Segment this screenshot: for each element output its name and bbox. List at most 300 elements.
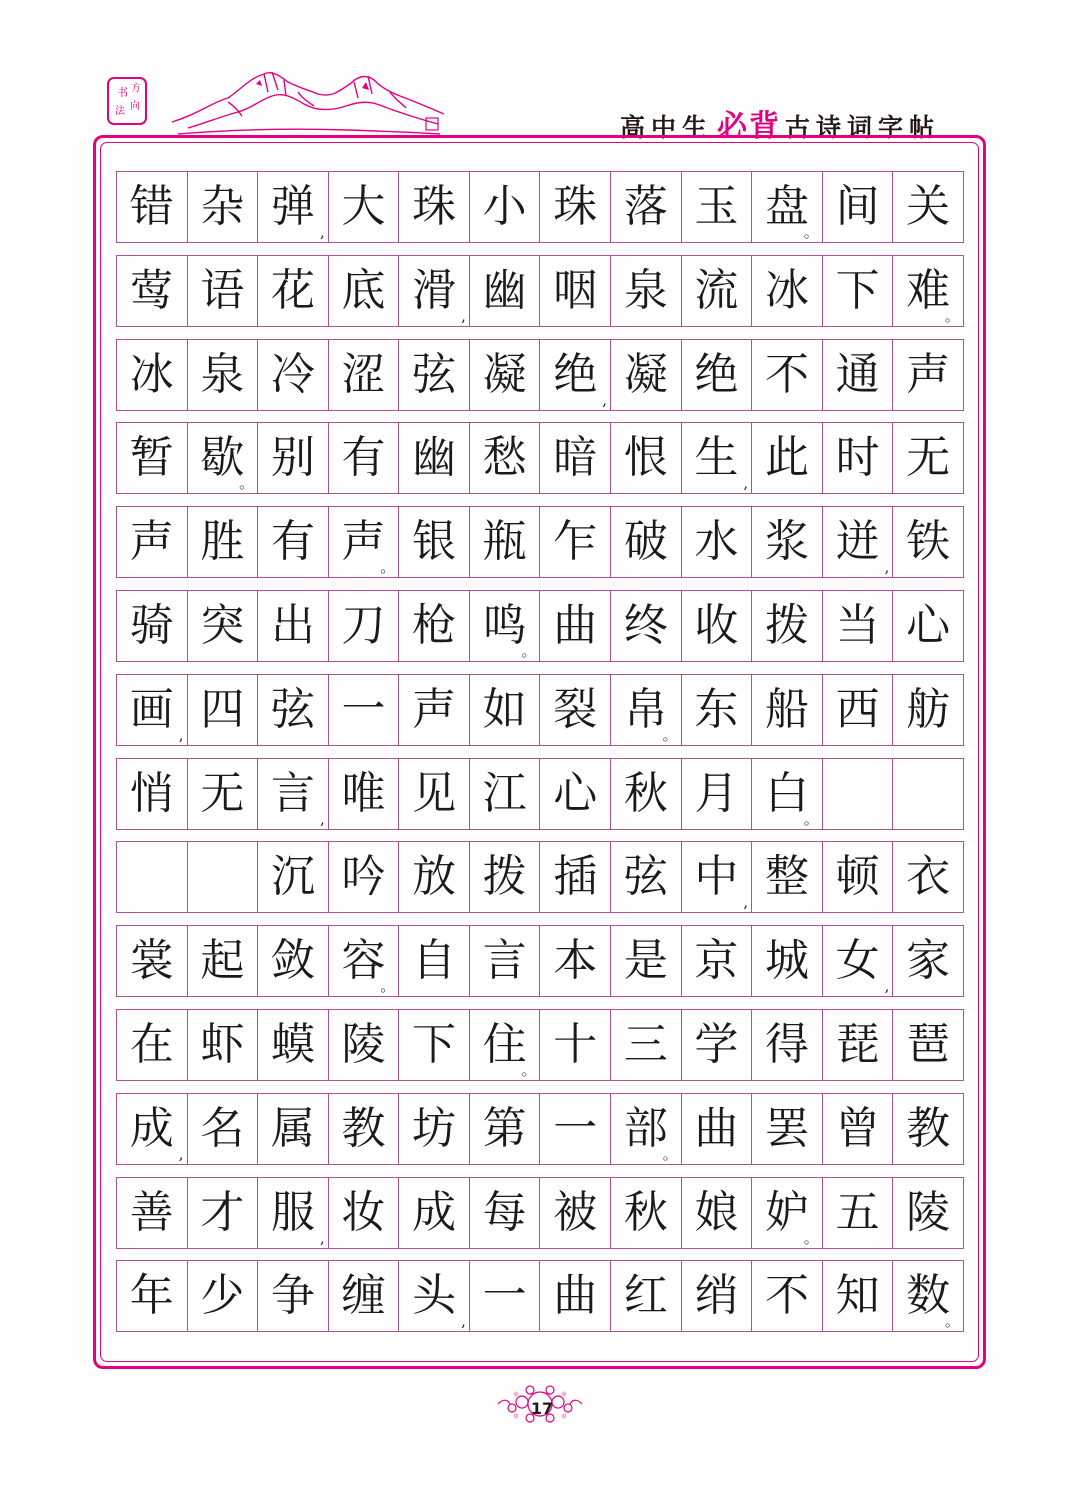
- grid-cell: [823, 507, 894, 577]
- grid-cell: [752, 926, 823, 996]
- grid-cell: [399, 172, 470, 242]
- grid-row: [116, 171, 964, 243]
- character: 争: [270, 1270, 315, 1321]
- character: 陵: [341, 1019, 386, 1070]
- grid-cell: [611, 423, 682, 493]
- character: 乍: [553, 516, 598, 567]
- character: 刀: [341, 600, 386, 651]
- character: 才: [200, 1187, 245, 1238]
- character: 泉: [200, 349, 245, 400]
- punctuation-mark: ,: [319, 223, 325, 241]
- grid-cell: [258, 1094, 329, 1164]
- character: 成: [412, 1187, 457, 1238]
- punctuation-mark: 。: [380, 558, 396, 576]
- punctuation-mark: 。: [239, 474, 255, 492]
- character: 暗: [553, 432, 598, 483]
- character: 声: [412, 684, 457, 735]
- grid-cell: [540, 1010, 611, 1080]
- grid-cell: [682, 172, 753, 242]
- character: 无: [906, 432, 951, 483]
- grid-cell: [540, 1094, 611, 1164]
- character: 言: [270, 768, 315, 819]
- grid-cell: [329, 1094, 400, 1164]
- character: 娘: [694, 1187, 739, 1238]
- character: 曾: [835, 1103, 880, 1154]
- character: 部: [623, 1103, 668, 1154]
- grid-cell: [823, 340, 894, 410]
- character: 语: [200, 265, 245, 316]
- grid-row: [116, 255, 964, 327]
- punctuation-mark: ,: [884, 977, 890, 995]
- grid-cell: [682, 1094, 753, 1164]
- grid-cell: [893, 256, 963, 326]
- punctuation-mark: ,: [461, 307, 466, 325]
- character: 红: [623, 1270, 668, 1321]
- grid-cell: [117, 423, 188, 493]
- character: 瓶: [482, 516, 527, 567]
- character: 秋: [623, 1187, 668, 1238]
- character: 罢: [764, 1103, 809, 1154]
- grid-cell: [188, 256, 259, 326]
- character: 善: [129, 1187, 174, 1238]
- grid-cell: [258, 926, 329, 996]
- punctuation-mark: ,: [461, 1312, 466, 1330]
- character: 大: [341, 181, 386, 232]
- character: 绡: [694, 1270, 739, 1321]
- character: 五: [835, 1187, 880, 1238]
- character: 曲: [553, 600, 598, 651]
- character: 骑: [129, 600, 174, 651]
- character: 裳: [129, 935, 174, 986]
- character: 帛: [623, 684, 668, 735]
- character: 终: [623, 600, 668, 651]
- grid-cell: [611, 759, 682, 829]
- grid-cell: [258, 507, 329, 577]
- grid-cell: [329, 340, 400, 410]
- character: 一: [482, 1270, 527, 1321]
- punctuation-mark: ,: [884, 558, 890, 576]
- grid-cell: [611, 1261, 682, 1331]
- character: 弦: [623, 851, 668, 902]
- punctuation-mark: 。: [662, 726, 678, 744]
- character: 拨: [764, 600, 809, 651]
- punctuation-mark: ,: [319, 810, 325, 828]
- character: 通: [835, 349, 880, 400]
- character: 冰: [129, 349, 174, 400]
- character: 盘: [764, 181, 809, 232]
- character: 冰: [764, 265, 809, 316]
- character: 画: [129, 684, 174, 735]
- grid-cell: [117, 256, 188, 326]
- grid-cell: [329, 256, 400, 326]
- grid-cell: [188, 507, 259, 577]
- grid-cell: [540, 1261, 611, 1331]
- punctuation-mark: 。: [803, 1229, 819, 1247]
- character: 悄: [129, 768, 174, 819]
- grid-cell: [752, 340, 823, 410]
- grid-cell: [399, 591, 470, 661]
- title-prefix: 高中生: [619, 113, 713, 142]
- grid-cell: [611, 591, 682, 661]
- grid-cell: [399, 423, 470, 493]
- character: 时: [835, 432, 880, 483]
- character: 间: [835, 181, 880, 232]
- grid-row: [116, 925, 964, 997]
- grid-cell: [823, 759, 894, 829]
- character: 放: [412, 851, 457, 902]
- grid-cell: [329, 1010, 400, 1080]
- grid-cell: [258, 842, 329, 912]
- grid-cell: [540, 423, 611, 493]
- character: 曲: [553, 1270, 598, 1321]
- character: 弹: [270, 181, 315, 232]
- punctuation-mark: ,: [743, 893, 749, 911]
- grid-cell: [540, 926, 611, 996]
- grid-cell: [682, 926, 753, 996]
- grid-cell: [258, 759, 329, 829]
- grid-cell: [188, 591, 259, 661]
- character: 突: [200, 600, 245, 651]
- punctuation-mark: 。: [803, 223, 819, 241]
- grid-cell: [823, 1094, 894, 1164]
- grid-cell: [258, 256, 329, 326]
- character: 蟆: [270, 1019, 315, 1070]
- character: 起: [200, 935, 245, 986]
- punctuation-mark: 。: [662, 1145, 678, 1163]
- grid-cell: [117, 340, 188, 410]
- grid-cell: [188, 1094, 259, 1164]
- character: 在: [129, 1019, 174, 1070]
- grid-cell: [893, 172, 963, 242]
- character: 枪: [412, 600, 457, 651]
- grid-cell: [188, 1178, 259, 1248]
- grid-cell: [752, 842, 823, 912]
- character: 少: [200, 1270, 245, 1321]
- grid-cell: [611, 340, 682, 410]
- grid-cell: [611, 1010, 682, 1080]
- character: 江: [482, 768, 527, 819]
- grid-cell: [399, 1261, 470, 1331]
- character: 数: [906, 1270, 951, 1321]
- grid-cell: [329, 842, 400, 912]
- punctuation-mark: ,: [178, 726, 184, 744]
- character: 船: [764, 684, 809, 735]
- character: 家: [906, 935, 951, 986]
- grid-cell: [682, 759, 753, 829]
- grid-cell: [823, 256, 894, 326]
- character: 玉: [694, 181, 739, 232]
- character: 被: [553, 1187, 598, 1238]
- grid-cell: [752, 172, 823, 242]
- grid-cell: [258, 591, 329, 661]
- character: 一: [553, 1103, 598, 1154]
- grid-cell: [682, 842, 753, 912]
- grid-cell: [258, 1178, 329, 1248]
- grid-cell: [540, 1178, 611, 1248]
- character: 东: [694, 684, 739, 735]
- character: 杂: [200, 181, 245, 232]
- character: 西: [835, 684, 880, 735]
- character: 珠: [412, 181, 457, 232]
- character: 绝: [694, 349, 739, 400]
- grid-cell: [893, 1010, 963, 1080]
- character: 吟: [341, 851, 386, 902]
- character: 城: [764, 935, 809, 986]
- grid-cell: [329, 423, 400, 493]
- character: 胜: [200, 516, 245, 567]
- grid-cell: [188, 340, 259, 410]
- character: 学: [694, 1019, 739, 1070]
- grid-cell: [823, 842, 894, 912]
- grid-cell: [188, 926, 259, 996]
- grid-row: [116, 1009, 964, 1081]
- grid-cell: [117, 1178, 188, 1248]
- title-highlight: 必背: [716, 109, 781, 144]
- character: 心: [553, 768, 598, 819]
- character: 坊: [412, 1103, 457, 1154]
- punctuation-mark: ,: [743, 474, 749, 492]
- grid-cell: [540, 256, 611, 326]
- character: 凝: [623, 349, 668, 400]
- character: 落: [623, 181, 668, 232]
- grid-row: [116, 339, 964, 411]
- svg-text:书: 书: [117, 86, 128, 99]
- grid-row: [116, 506, 964, 578]
- grid-cell: [540, 759, 611, 829]
- character: 泉: [623, 265, 668, 316]
- grid-row: [116, 841, 964, 913]
- grid-cell: [117, 591, 188, 661]
- character: 凝: [482, 349, 527, 400]
- grid-cell: [117, 1010, 188, 1080]
- character: 声: [906, 349, 951, 400]
- grid-cell: [752, 423, 823, 493]
- grid-cell: [752, 675, 823, 745]
- grid-cell: [682, 1261, 753, 1331]
- character: 琶: [906, 1019, 951, 1070]
- grid-cell: [117, 675, 188, 745]
- grid-cell: [329, 1178, 400, 1248]
- grid-cell: [188, 423, 259, 493]
- character: 小: [482, 181, 527, 232]
- grid-cell: [329, 591, 400, 661]
- grid-row: [116, 1177, 964, 1249]
- grid-cell: [682, 256, 753, 326]
- character: 成: [129, 1103, 174, 1154]
- character: 见: [412, 768, 457, 819]
- character: 声: [129, 516, 174, 567]
- punctuation-mark: 。: [944, 307, 960, 325]
- grid-cell: [823, 423, 894, 493]
- grid-cell: [470, 1261, 541, 1331]
- grid-cell: [823, 926, 894, 996]
- grid-cell: [752, 1010, 823, 1080]
- character: 幽: [412, 432, 457, 483]
- character: 敛: [270, 935, 315, 986]
- character: 服: [270, 1187, 315, 1238]
- grid-cell: [752, 759, 823, 829]
- grid-cell: [682, 423, 753, 493]
- grid-cell: [399, 1010, 470, 1080]
- grid-cell: [470, 759, 541, 829]
- character: 头: [412, 1270, 457, 1321]
- grid-cell: [117, 759, 188, 829]
- character: 衣: [906, 851, 951, 902]
- grid-cell: [893, 507, 963, 577]
- character: 弦: [270, 684, 315, 735]
- character: 恨: [623, 432, 668, 483]
- calligraphy-logo-seal: [106, 76, 148, 126]
- character: 幽: [482, 265, 527, 316]
- grid-cell: [540, 675, 611, 745]
- punctuation-mark: 。: [521, 642, 537, 660]
- grid-cell: [823, 1010, 894, 1080]
- character: 下: [412, 1019, 457, 1070]
- grid-cell: [893, 759, 963, 829]
- grid-cell: [752, 1261, 823, 1331]
- character: 第: [482, 1103, 527, 1154]
- character: 陵: [906, 1187, 951, 1238]
- grid-cell: [329, 675, 400, 745]
- grid-cell: [188, 675, 259, 745]
- character: 唯: [341, 768, 386, 819]
- grid-cell: [893, 423, 963, 493]
- grid-cell: [258, 172, 329, 242]
- character: 涩: [341, 349, 386, 400]
- grid-row: [116, 1260, 964, 1332]
- grid-cell: [611, 256, 682, 326]
- grid-cell: [470, 675, 541, 745]
- character: 中: [694, 851, 739, 902]
- grid-cell: [752, 1178, 823, 1248]
- grid-cell: [329, 172, 400, 242]
- grid-cell: [188, 1261, 259, 1331]
- character: 愁: [482, 432, 527, 483]
- character: 有: [270, 516, 315, 567]
- character: 无: [200, 768, 245, 819]
- character: 琵: [835, 1019, 880, 1070]
- character: 声: [341, 516, 386, 567]
- character: 虾: [200, 1019, 245, 1070]
- character: 容: [341, 935, 386, 986]
- grid-cell: [470, 842, 541, 912]
- character: 沉: [270, 851, 315, 902]
- grid-cell: [470, 1010, 541, 1080]
- grid-cell: [470, 172, 541, 242]
- svg-text:方: 方: [131, 83, 141, 94]
- grid-cell: [682, 340, 753, 410]
- character: 得: [764, 1019, 809, 1070]
- character: 名: [200, 1103, 245, 1154]
- grid-cell: [893, 591, 963, 661]
- character: 生: [694, 432, 739, 483]
- grid-cell: [682, 591, 753, 661]
- grid-row: [116, 590, 964, 662]
- character: 四: [200, 684, 245, 735]
- grid-cell: [682, 675, 753, 745]
- character: 本: [553, 935, 598, 986]
- character: 白: [764, 768, 809, 819]
- character: 住: [482, 1019, 527, 1070]
- svg-text:向: 向: [130, 101, 140, 112]
- grid-cell: [470, 926, 541, 996]
- grid-cell: [893, 1178, 963, 1248]
- character: 关: [906, 181, 951, 232]
- svg-text:法: 法: [115, 106, 125, 117]
- grid-cell: [823, 172, 894, 242]
- character: 是: [623, 935, 668, 986]
- grid-cell: [117, 1261, 188, 1331]
- grid-cell: [611, 926, 682, 996]
- character: 秋: [623, 768, 668, 819]
- grid-cell: [823, 1261, 894, 1331]
- grid-cell: [399, 759, 470, 829]
- grid-cell: [470, 591, 541, 661]
- character: 暂: [129, 432, 174, 483]
- grid-cell: [752, 507, 823, 577]
- character: 舫: [906, 684, 951, 735]
- grid-cell: [682, 507, 753, 577]
- grid-cell: [893, 675, 963, 745]
- punctuation-mark: ,: [319, 1229, 325, 1247]
- character: 出: [270, 600, 315, 651]
- grid-cell: [329, 507, 400, 577]
- character: 插: [553, 851, 598, 902]
- grid-cell: [470, 423, 541, 493]
- character: 难: [906, 265, 951, 316]
- grid-cell: [823, 591, 894, 661]
- character: 破: [623, 516, 668, 567]
- grid-cell: [893, 926, 963, 996]
- page-number: 17: [530, 1399, 554, 1418]
- grid-cell: [682, 1010, 753, 1080]
- grid-cell: [752, 256, 823, 326]
- grid-cell: [540, 340, 611, 410]
- grid-cell: [823, 1178, 894, 1248]
- character: 莺: [129, 265, 174, 316]
- grid-cell: [611, 1178, 682, 1248]
- grid-cell: [188, 1010, 259, 1080]
- punctuation-mark: ,: [602, 391, 608, 409]
- grid-cell: [188, 172, 259, 242]
- title-suffix: 古诗词字帖: [784, 113, 940, 142]
- character: 顿: [835, 851, 880, 902]
- punctuation-mark: 。: [944, 1312, 960, 1330]
- grid-cell: [893, 340, 963, 410]
- grid-cell: [329, 759, 400, 829]
- character: 心: [906, 600, 951, 651]
- grid-cell: [611, 172, 682, 242]
- grid-row: [116, 1093, 964, 1165]
- grid-cell: [258, 1010, 329, 1080]
- grid-cell: [258, 1261, 329, 1331]
- grid-row: [116, 422, 964, 494]
- grid-cell: [682, 1178, 753, 1248]
- character: 咽: [553, 265, 598, 316]
- character: 月: [694, 768, 739, 819]
- character: 滑: [412, 265, 457, 316]
- grid-cell: [399, 340, 470, 410]
- character: 错: [129, 181, 174, 232]
- grid-cell: [540, 172, 611, 242]
- character: 底: [341, 265, 386, 316]
- grid-cell: [470, 340, 541, 410]
- character: 属: [270, 1103, 315, 1154]
- character: 迸: [835, 516, 880, 567]
- mountain-decoration: [168, 62, 448, 138]
- character: 铁: [906, 516, 951, 567]
- grid-row: [116, 674, 964, 746]
